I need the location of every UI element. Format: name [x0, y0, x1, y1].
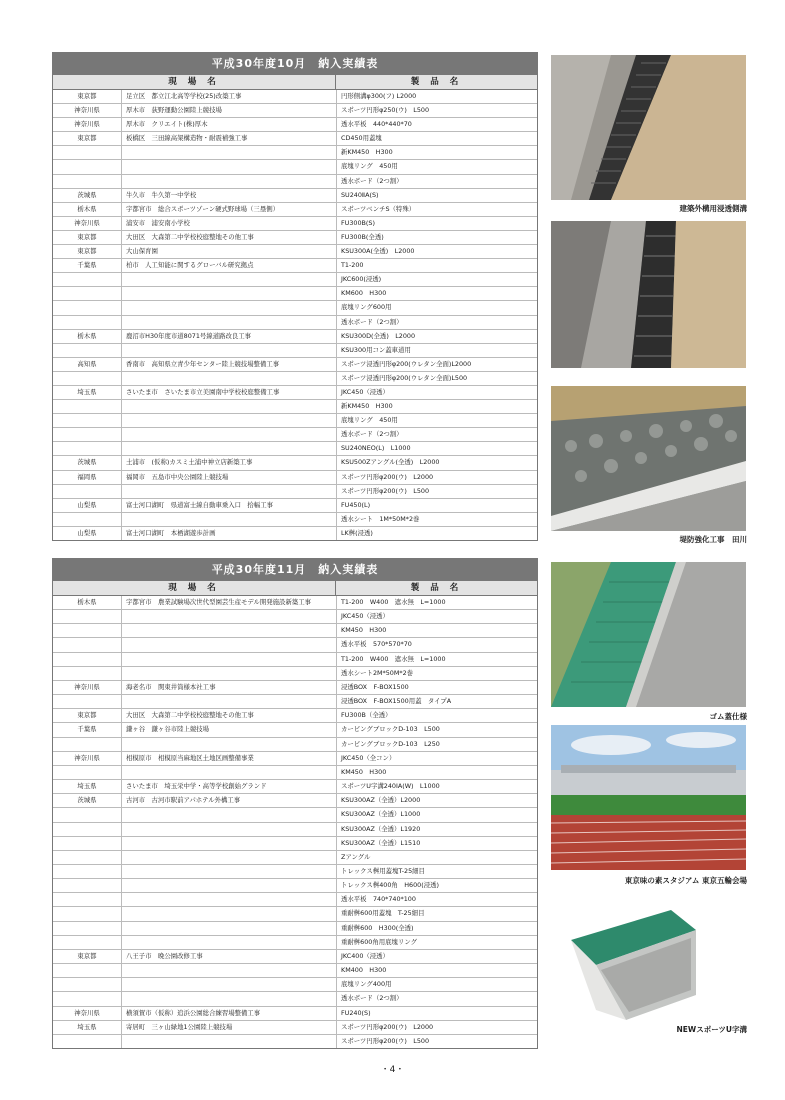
product-name-cell: KSU300A(全透) L2000 [341, 247, 415, 256]
table-row [53, 1035, 537, 1048]
table-row [53, 358, 537, 372]
delivery-table-october [52, 52, 538, 541]
table-row [53, 414, 537, 428]
site-name-cell [122, 344, 337, 357]
table-row [53, 104, 537, 118]
table-row [53, 936, 537, 950]
table-row [53, 851, 537, 865]
prefecture-cell: 山梨県 [53, 527, 122, 540]
prefecture-cell: 埼玉県 [53, 1021, 122, 1034]
site-name-cell: 鎌ヶ谷 鎌ヶ谷市陸上競技場 [122, 723, 337, 736]
prefecture-cell: 茨城県 [53, 794, 122, 807]
table-row [53, 681, 537, 695]
site-name-cell [122, 316, 337, 329]
table-row [53, 471, 537, 485]
prefecture-cell: 高知県 [53, 358, 122, 371]
table-row [53, 259, 537, 273]
site-name-cell [122, 301, 337, 314]
product-name-cell: 透水ボード（2つ割） [341, 994, 403, 1003]
table-row [53, 132, 537, 146]
prefecture-cell [53, 907, 122, 920]
prefecture-cell: 神奈川県 [53, 752, 122, 765]
prefecture-cell [53, 414, 122, 427]
product-name-cell: KM600 H300 [341, 289, 387, 298]
site-name-cell [122, 808, 337, 821]
site-name-cell: 古河市 古河市駅前アパホテル外構工事 [122, 794, 337, 807]
product-name-cell: JKC600(浸透) [341, 275, 382, 284]
table-row [53, 964, 537, 978]
prefecture-cell [53, 485, 122, 498]
photo-grating-closeup [551, 221, 746, 368]
prefecture-cell [53, 160, 122, 173]
table-row [53, 808, 537, 822]
table-row [53, 922, 537, 936]
product-name-cell: 底塊リング 450用 [341, 162, 398, 171]
site-name-cell: 富士河口湖町 本栖湖遊歩計画 [122, 527, 337, 540]
site-name-cell: さいたま市 さいたま市立美園南中学校校庭整備工事 [122, 386, 337, 399]
table-title: 平成30年度10月 納入実績表 [53, 53, 537, 74]
prefecture-cell [53, 287, 122, 300]
prefecture-cell [53, 442, 122, 455]
site-name-cell: 大田区 大森第二中学校校庭整地その他工事 [122, 709, 337, 722]
site-name-cell [122, 992, 337, 1005]
table-row [53, 752, 537, 766]
table-row [53, 160, 537, 174]
prefecture-cell [53, 823, 122, 836]
site-name-cell [122, 372, 337, 385]
product-name-cell: SU240ⅡA(S) [341, 190, 379, 199]
product-name-cell: 新KM450 H300 [341, 402, 393, 411]
table-row [53, 231, 537, 245]
site-name-cell [122, 922, 337, 935]
prefecture-cell: 東京都 [53, 709, 122, 722]
prefecture-cell: 栃木県 [53, 330, 122, 343]
table-row [53, 442, 537, 456]
product-name-cell: T1-200 [341, 261, 364, 270]
prefecture-cell: 神奈川県 [53, 1007, 122, 1020]
product-name-cell: スポーツ円形φ200(ウ) L500 [341, 1036, 430, 1045]
prefecture-cell [53, 851, 122, 864]
table-row [53, 766, 537, 780]
product-name-cell: トレックス桝400角 H600(浸透) [341, 881, 439, 890]
product-name-cell: KSU300用コン蓋車道用 [341, 345, 411, 354]
table-header [53, 580, 537, 596]
caption-photo5: 東京味の素スタジアム 東京五輪会場 [624, 876, 747, 885]
site-name-cell [122, 400, 337, 413]
prefecture-cell [53, 667, 122, 680]
product-name-cell: KSU300D(全透) L2000 [341, 331, 416, 340]
table-row [53, 499, 537, 513]
table-row [53, 456, 537, 470]
prefecture-cell: 山梨県 [53, 499, 122, 512]
header-product: 製 品 名 [410, 583, 463, 593]
header-site: 現 場 名 [53, 581, 336, 595]
site-name-cell [122, 865, 337, 878]
table-row [53, 372, 537, 386]
caption-photo4: ゴム蓋仕様 [709, 712, 747, 721]
prefecture-cell [53, 624, 122, 637]
prefecture-cell: 東京都 [53, 132, 122, 145]
product-name-cell: T1-200 W400 遮水無 L=1000 [341, 598, 446, 606]
product-name-cell: LK桝(浸透) [341, 528, 373, 537]
table-row [53, 823, 537, 837]
prefecture-cell [53, 400, 122, 413]
prefecture-cell [53, 978, 122, 991]
prefecture-cell: 東京都 [53, 245, 122, 258]
product-name-cell: スポーツU字溝240ⅠA(W) L1000 [341, 782, 440, 791]
table-row [53, 865, 537, 879]
prefecture-cell [53, 638, 122, 651]
site-name-cell [122, 837, 337, 850]
photo-stadium [551, 725, 746, 870]
prefecture-cell [53, 695, 122, 708]
product-name-cell: 円形側溝φ300(フ) L2000 [341, 92, 417, 100]
prefecture-cell [53, 610, 122, 623]
product-name-cell: KSU300AZ（全透）L1000 [341, 810, 421, 819]
product-name-cell: Zアングル [341, 852, 371, 861]
prefecture-cell [53, 738, 122, 751]
product-name-cell: スポーツベンチS（特殊） [341, 204, 416, 213]
photo-new-sports-u-channel [551, 900, 746, 1020]
table-header [53, 74, 537, 90]
prefecture-cell [53, 879, 122, 892]
table-row [53, 879, 537, 893]
site-name-cell [122, 936, 337, 949]
prefecture-cell: 神奈川県 [53, 104, 122, 117]
prefecture-cell: 茨城県 [53, 456, 122, 469]
header-product: 製 品 名 [410, 77, 463, 87]
table-row [53, 513, 537, 527]
product-name-cell: スポーツ浸透円形φ200(ウレタン全面)L500 [341, 373, 468, 382]
table-row [53, 217, 537, 231]
product-name-cell: KM400 H300 [341, 966, 387, 975]
prefecture-cell: 神奈川県 [53, 217, 122, 230]
site-name-cell: 厚木市 クリエイト(株)厚木 [122, 118, 337, 131]
table-row [53, 273, 537, 287]
site-name-cell: 海老名市 関東井筒様本社工事 [122, 681, 337, 694]
site-name-cell: 横須賀市（仮称）追浜公園総合練習場整備工事 [122, 1007, 337, 1020]
product-name-cell: KM450 H300 [341, 626, 387, 635]
prefecture-cell [53, 344, 122, 357]
table-row [53, 653, 537, 667]
product-name-cell: KSU300AZ（全透）L2000 [341, 796, 421, 805]
product-name-cell: FU300B（全透） [341, 711, 392, 720]
prefecture-cell: 埼玉県 [53, 780, 122, 793]
prefecture-cell [53, 936, 122, 949]
product-name-cell: 重耐桝600 H300(全透) [341, 923, 414, 932]
prefecture-cell [53, 766, 122, 779]
site-name-cell [122, 1035, 337, 1048]
prefecture-cell: 東京都 [53, 90, 122, 103]
product-name-cell: スポーツ円形φ200(ウ) L500 [341, 486, 430, 495]
site-name-cell [122, 738, 337, 751]
site-name-cell [122, 146, 337, 159]
prefecture-cell [53, 175, 122, 188]
product-name-cell: T1-200 W400 遮水無 L=1000 [341, 654, 446, 663]
product-name-cell: スポーツ円形φ250(ウ) L500 [341, 106, 430, 115]
prefecture-cell: 千葉県 [53, 723, 122, 736]
site-name-cell: さいたま市 埼玉栄中学・高等学校創始グランド [122, 780, 337, 793]
table-row [53, 695, 537, 709]
prefecture-cell [53, 808, 122, 821]
site-name-cell [122, 513, 337, 526]
table-row [53, 245, 537, 259]
product-name-cell: KSU300AZ（全透）L1920 [341, 824, 421, 833]
site-name-cell: 大田区 大森第二中学校校庭整地その他工事 [122, 231, 337, 244]
site-name-cell [122, 287, 337, 300]
product-name-cell: JKC450（全コン） [341, 753, 396, 762]
table-row [53, 146, 537, 160]
table-row [53, 90, 537, 104]
product-name-cell: カービングブロックD-103 L500 [341, 725, 440, 734]
site-name-cell: 富士河口湖町 県道富士線自動車乗入口 拾幅工事 [122, 499, 337, 512]
product-name-cell: 浸透BOX F-BOX1500用蓋 タイプA [341, 697, 452, 706]
prefecture-cell: 東京都 [53, 950, 122, 963]
table-row [53, 330, 537, 344]
table-row [53, 428, 537, 442]
site-name-cell [122, 964, 337, 977]
site-name-cell [122, 414, 337, 427]
product-name-cell: 底塊リング400用 [341, 980, 392, 989]
site-name-cell: 鹿沼市H30年度市道8071号線道路改良工事 [122, 330, 337, 343]
prefecture-cell [53, 273, 122, 286]
product-name-cell: 新KM450 H300 [341, 148, 393, 157]
prefecture-cell [53, 513, 122, 526]
product-name-cell: JKC400（浸透） [341, 951, 389, 960]
prefecture-cell [53, 316, 122, 329]
table-row [53, 610, 537, 624]
product-name-cell: KSU500Zアングル(全透) L2000 [341, 458, 440, 467]
product-name-cell: 透水平板 740*740*100 [341, 895, 416, 904]
site-name-cell: 宇都宮市 総合スポーツゾーン硬式野球場（三塁側） [122, 203, 337, 216]
product-name-cell: スポーツ円形φ200(ウ) L2000 [341, 472, 434, 481]
table-body [53, 596, 537, 1048]
site-name-cell [122, 624, 337, 637]
prefecture-cell [53, 865, 122, 878]
prefecture-cell: 東京都 [53, 231, 122, 244]
site-name-cell [122, 160, 337, 173]
product-name-cell: 透水シート 1M*50M*2巻 [341, 514, 420, 523]
table-row [53, 189, 537, 203]
site-name-cell [122, 766, 337, 779]
site-name-cell [122, 823, 337, 836]
site-name-cell [122, 485, 337, 498]
table-row [53, 287, 537, 301]
product-name-cell: 重耐桝600用蓋塊 T-25細目 [341, 909, 425, 918]
site-name-cell: 福岡市 五島市中央公園陸上競技場 [122, 471, 337, 484]
product-name-cell: 透水平板 440*440*70 [341, 120, 412, 129]
product-name-cell: 底塊リング600用 [341, 303, 392, 312]
table-row [53, 893, 537, 907]
site-name-cell: 牛久市 牛久第一中学校 [122, 189, 337, 202]
product-name-cell: JKC450（浸透） [341, 387, 389, 396]
prefecture-cell [53, 301, 122, 314]
prefecture-cell: 神奈川県 [53, 118, 122, 131]
product-name-cell: 底塊リング 450用 [341, 416, 398, 425]
table-row [53, 203, 537, 217]
table-row [53, 638, 537, 652]
site-name-cell [122, 610, 337, 623]
product-name-cell: 透水ボード（2つ割） [341, 430, 403, 439]
prefecture-cell: 茨城県 [53, 189, 122, 202]
product-name-cell: KSU300AZ（全透）L1510 [341, 838, 421, 847]
product-name-cell: CD450用蓋塊 [341, 134, 382, 143]
product-name-cell: 透水シート2M*50M*2巻 [341, 668, 414, 677]
table-row [53, 780, 537, 794]
product-name-cell: FU300B(全透) [341, 232, 384, 241]
product-name-cell: FU300B(S) [341, 218, 375, 227]
site-name-cell [122, 667, 337, 680]
caption-photo3: 堤防強化工事 田川 [679, 535, 747, 544]
table-row [53, 978, 537, 992]
site-name-cell [122, 175, 337, 188]
site-name-cell [122, 273, 337, 286]
prefecture-cell [53, 146, 122, 159]
table-row [53, 596, 537, 610]
photo-rubber-cover [551, 562, 746, 707]
prefecture-cell [53, 992, 122, 1005]
site-name-cell: 大山保育園 [122, 245, 337, 258]
product-name-cell: 重耐桝600角用底塊リング [341, 937, 417, 946]
site-name-cell [122, 695, 337, 708]
table-row [53, 386, 537, 400]
photo-permeable-side-ditch [551, 55, 746, 200]
table-row [53, 301, 537, 315]
site-name-cell [122, 907, 337, 920]
product-name-cell: FU240(S) [341, 1008, 371, 1017]
site-name-cell [122, 442, 337, 455]
table-row [53, 624, 537, 638]
site-name-cell: 宇都宮市 農業試験場次世代型園芸生産モデル開発施設新築工事 [122, 596, 337, 609]
table-row [53, 316, 537, 330]
product-name-cell: KM450 H300 [341, 767, 387, 776]
table-row [53, 400, 537, 414]
table-row [53, 118, 537, 132]
product-name-cell: スポーツ浸透円形φ200(ウレタン全面)L2000 [341, 359, 472, 368]
page-number: ・4・ [380, 1065, 405, 1075]
table-row [53, 738, 537, 752]
prefecture-cell [53, 922, 122, 935]
site-name-cell: 相模原市 相模原当麻地区土地区画整備事業 [122, 752, 337, 765]
product-name-cell: SU240NEO(L) L1000 [341, 444, 411, 453]
site-name-cell: 柏市 人工知能に関するグローバル研究拠点 [122, 259, 337, 272]
photo-levee-reinforcement [551, 386, 746, 531]
product-name-cell: 透水平板 570*570*70 [341, 640, 412, 649]
site-name-cell: 浦安市 浦安南小学校 [122, 217, 337, 230]
site-name-cell [122, 893, 337, 906]
site-name-cell [122, 978, 337, 991]
prefecture-cell [53, 1035, 122, 1048]
table-row [53, 667, 537, 681]
site-name-cell: 厚木市 荻野運動公園陸上競技場 [122, 104, 337, 117]
prefecture-cell [53, 893, 122, 906]
table-row [53, 1007, 537, 1021]
site-name-cell [122, 851, 337, 864]
prefecture-cell: 栃木県 [53, 596, 122, 609]
caption-photo6: NEWスポーツU字溝 [676, 1025, 747, 1034]
table-row [53, 344, 537, 358]
product-name-cell: 浸透BOX F-BOX1500 [341, 682, 409, 691]
product-name-cell: 透水ボード（2つ割） [341, 176, 403, 185]
site-name-cell [122, 428, 337, 441]
prefecture-cell: 福岡県 [53, 471, 122, 484]
table-row [53, 950, 537, 964]
table-row [53, 527, 537, 540]
prefecture-cell: 栃木県 [53, 203, 122, 216]
site-name-cell: 香南市 高知県立青少年センター陸上競技場整備工事 [122, 358, 337, 371]
table-title: 平成30年度11月 納入実績表 [53, 559, 537, 580]
product-name-cell: FU450(L) [341, 500, 371, 509]
table-row [53, 485, 537, 499]
site-name-cell: 寄居町 三ヶ山緑地1公園陸上競技場 [122, 1021, 337, 1034]
product-name-cell: スポーツ円形φ200(ウ) L2000 [341, 1022, 434, 1031]
product-name-cell: JKC450（浸透） [341, 612, 389, 621]
site-name-cell [122, 653, 337, 666]
site-name-cell: 足立区 都立江北高等学校(25)改築工事 [122, 90, 337, 103]
site-name-cell [122, 638, 337, 651]
prefecture-cell [53, 653, 122, 666]
table-row [53, 723, 537, 737]
prefecture-cell: 千葉県 [53, 259, 122, 272]
header-site: 現 場 名 [53, 75, 336, 89]
table-row [53, 837, 537, 851]
table-row [53, 794, 537, 808]
site-name-cell: 八王子市 晩公園改修工事 [122, 950, 337, 963]
prefecture-cell [53, 964, 122, 977]
table-body [53, 90, 537, 540]
table-row [53, 907, 537, 921]
site-name-cell: 板橋区 三田線高架構造物・耐震補強工事 [122, 132, 337, 145]
prefecture-cell [53, 837, 122, 850]
table-row [53, 1021, 537, 1035]
table-row [53, 992, 537, 1006]
site-name-cell: 土浦市 (仮称)カスミ土浦中神立店新築工事 [122, 456, 337, 469]
caption-photo1: 建築外構用浸透側溝 [679, 204, 747, 213]
product-name-cell: カービングブロックD-103 L250 [341, 739, 440, 748]
table-row [53, 175, 537, 189]
prefecture-cell: 神奈川県 [53, 681, 122, 694]
delivery-table-november [52, 558, 538, 1049]
prefecture-cell [53, 372, 122, 385]
prefecture-cell: 埼玉県 [53, 386, 122, 399]
product-name-cell: トレックス桝用蓋塊T-25細目 [341, 866, 425, 875]
prefecture-cell [53, 428, 122, 441]
product-name-cell: 透水ボード（2つ割） [341, 317, 403, 326]
table-row [53, 709, 537, 723]
site-name-cell [122, 879, 337, 892]
